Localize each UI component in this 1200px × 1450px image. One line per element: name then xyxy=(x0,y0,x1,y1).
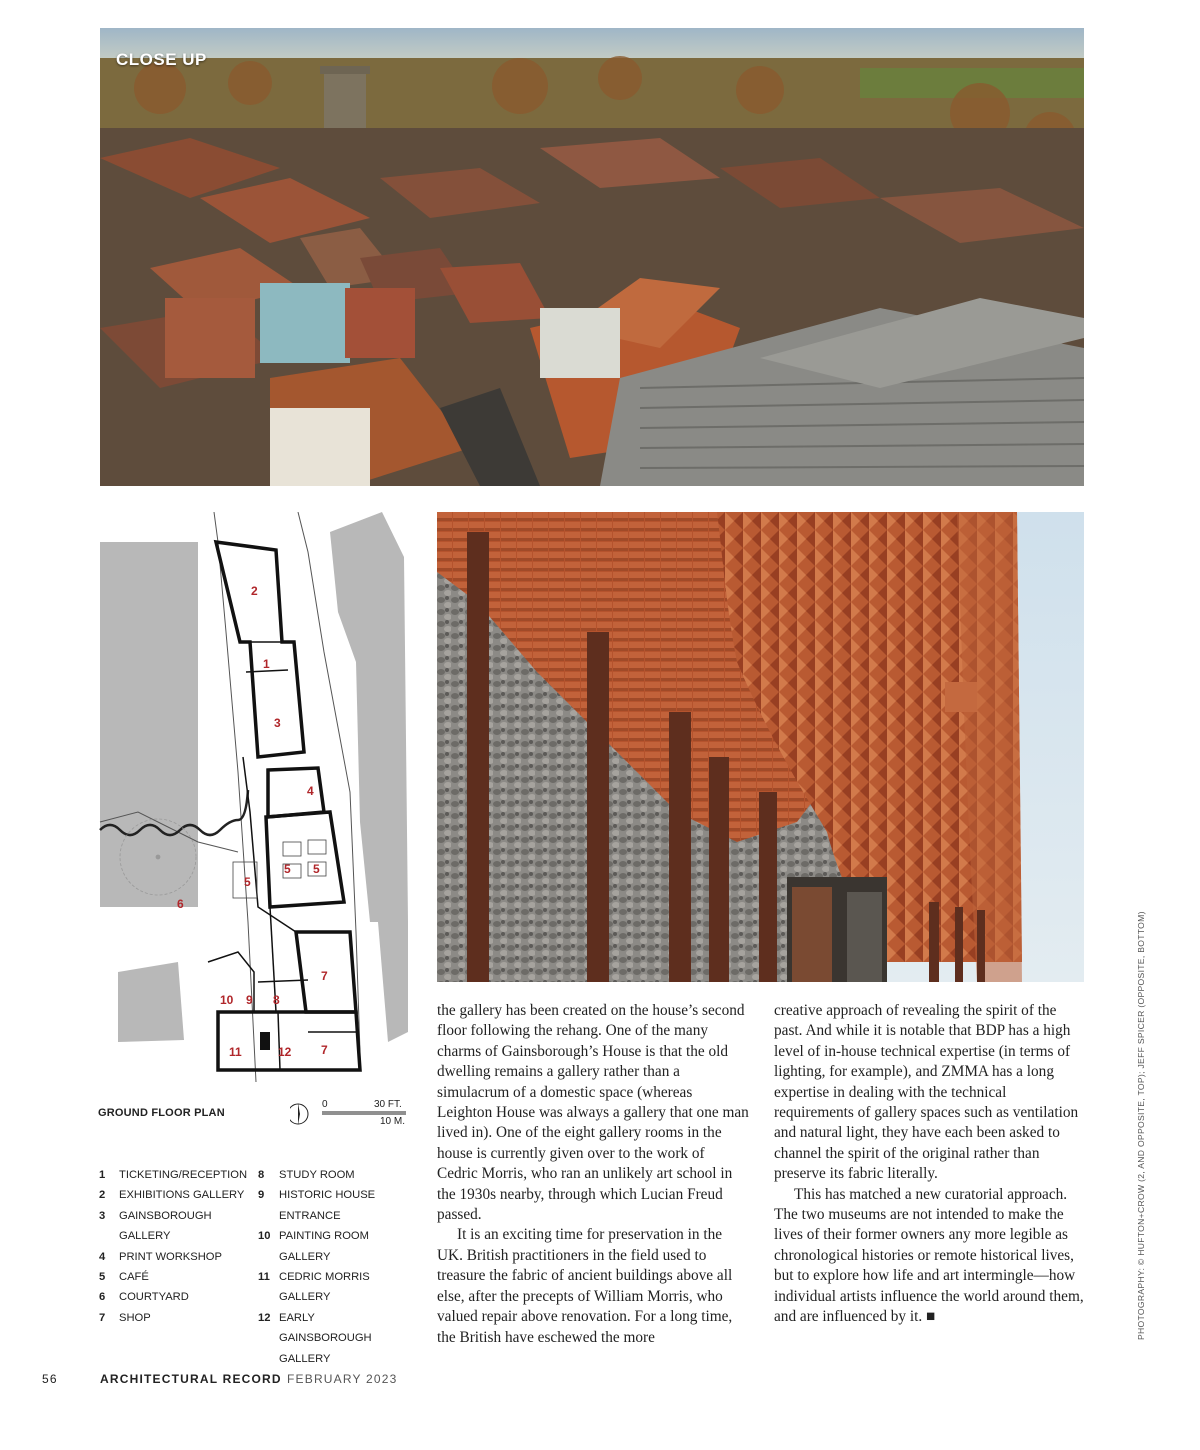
page-number: 56 xyxy=(42,1372,58,1386)
issue-date: FEBRUARY 2023 xyxy=(287,1372,398,1386)
legend-item xyxy=(258,1185,407,1226)
legend-label: EXHIBITIONS GALLERY xyxy=(119,1189,245,1202)
legend-label: PAINTING ROOM GALLERY xyxy=(279,1230,369,1263)
plan-room-7b: 7 xyxy=(321,1043,328,1057)
magazine-name: ARCHITECTURAL RECORD xyxy=(100,1372,282,1386)
legend-number: 4 xyxy=(99,1250,106,1263)
plan-room-3: 3 xyxy=(274,716,281,730)
legend-number: 12 xyxy=(258,1311,271,1324)
article-column-right xyxy=(774,1001,1086,1328)
plan-room-10: 10 xyxy=(220,993,234,1007)
plan-room-5a: 5 xyxy=(284,862,291,876)
legend-item xyxy=(99,1308,247,1328)
legend-label: PRINT WORKSHOP xyxy=(119,1250,222,1263)
legend-item xyxy=(99,1206,247,1247)
plan-legend-left xyxy=(99,1165,247,1328)
legend-number: 1 xyxy=(99,1169,106,1181)
legend-label: EARLY GAINSBOROUGH GALLERY xyxy=(279,1311,372,1365)
plan-room-9: 9 xyxy=(246,993,253,1007)
plan-room-5c: 5 xyxy=(244,875,251,889)
article-column-middle xyxy=(437,1001,749,1348)
facade-photo xyxy=(437,512,1084,982)
legend-item xyxy=(99,1267,247,1287)
plan-room-6: 6 xyxy=(177,897,184,911)
hero-photo xyxy=(100,28,1084,486)
scale-bar xyxy=(290,1098,410,1132)
legend-item xyxy=(258,1165,407,1185)
article-paragraph: the gallery has been created on the house’s second floor following the rehang. One of the many charms of Gainsborough’s House is that the old dwelling remains a gallery rather than a simulacrum of a domestic space (whereas Leighton House was always a gallery that one man lived in). One of the eight gallery rooms in the house is currently given over to the work of Cedric Morris, who ran an unlikely art school in the 1930s nearby, through which Lucian Freud passed. xyxy=(437,1002,749,1224)
scale-feet: 30 FT. xyxy=(374,1099,402,1110)
plan-room-2: 2 xyxy=(251,584,258,598)
legend-number: 6 xyxy=(99,1291,106,1304)
legend-label: GAINSBOROUGH GALLERY xyxy=(119,1209,212,1243)
floor-plan xyxy=(98,512,418,1082)
legend-number: 9 xyxy=(258,1189,265,1202)
legend-label: STUDY ROOM xyxy=(279,1169,355,1181)
article-paragraph: creative approach of revealing the spirit of the past. And while it is notable that BDP has a high level of in-house technical expertise (in terms of lighting, for example), and ZMMA has a long expertise in dealing with the technical requirements of gallery spaces such as ventilation and natural light, they have each been asked to channel the spirit of the original rather than preserve its fabric literally. xyxy=(774,1002,1079,1183)
legend-number: 11 xyxy=(258,1271,270,1284)
article-paragraph: It is an exciting time for preservation in the UK. British practitioners in the field used to treasure the fabric of ancient buildings above all else, after the precepts of William Morris, who valued repair above renovation. For a long time, the British have eschewed the more xyxy=(437,1226,733,1346)
plan-room-5b: 5 xyxy=(313,862,320,876)
scale-zero: 0 xyxy=(322,1099,328,1110)
legend-number: 7 xyxy=(99,1311,106,1324)
legend-item xyxy=(258,1308,407,1369)
legend-item xyxy=(99,1185,247,1205)
legend-number: 8 xyxy=(258,1169,265,1181)
legend-item xyxy=(258,1226,407,1267)
plan-room-4: 4 xyxy=(307,784,314,798)
plan-room-11: 11 xyxy=(229,1045,242,1059)
legend-number: 2 xyxy=(99,1189,106,1202)
section-label: CLOSE UP xyxy=(116,50,207,69)
legend-label: COURTYARD xyxy=(119,1291,189,1304)
scale-meters: 10 M. xyxy=(380,1116,406,1127)
plan-room-1: 1 xyxy=(263,657,270,671)
legend-label: HISTORIC HOUSE ENTRANCE xyxy=(279,1189,376,1222)
legend-item xyxy=(99,1247,247,1267)
legend-item xyxy=(258,1267,407,1308)
plan-room-12: 12 xyxy=(278,1045,292,1059)
legend-label: SHOP xyxy=(119,1311,151,1324)
legend-number: 10 xyxy=(258,1230,271,1243)
article-paragraph: This has matched a new curatorial approach. The two museums are not intended to make the lives of their former owners any more legible as chronological histories or remote historical lives, but to explore how life and art intermingle—how individual artists influence the world around them, and are influenced by it. ■ xyxy=(774,1185,1084,1326)
legend-item xyxy=(99,1287,247,1307)
legend-label: CEDRIC MORRIS GALLERY xyxy=(279,1271,370,1304)
legend-item xyxy=(99,1165,247,1185)
legend-label: TICKETING/RECEPTION xyxy=(119,1169,248,1181)
photo-credit: PHOTOGRAPHY: © HUFTON+CROW (2, AND OPPOSITE, TOP); JEFF SPICER (OPPOSITE, BOTTOM) xyxy=(1136,911,1146,1340)
legend-label: CAFÉ xyxy=(119,1271,149,1284)
legend-number: 5 xyxy=(99,1271,106,1284)
legend-number: 3 xyxy=(99,1209,106,1222)
plan-room-7a: 7 xyxy=(321,969,328,983)
plan-title: GROUND FLOOR PLAN xyxy=(98,1107,225,1119)
plan-room-8: 8 xyxy=(273,993,280,1007)
plan-legend-right xyxy=(258,1165,407,1369)
north-arrow-icon xyxy=(298,1103,300,1125)
